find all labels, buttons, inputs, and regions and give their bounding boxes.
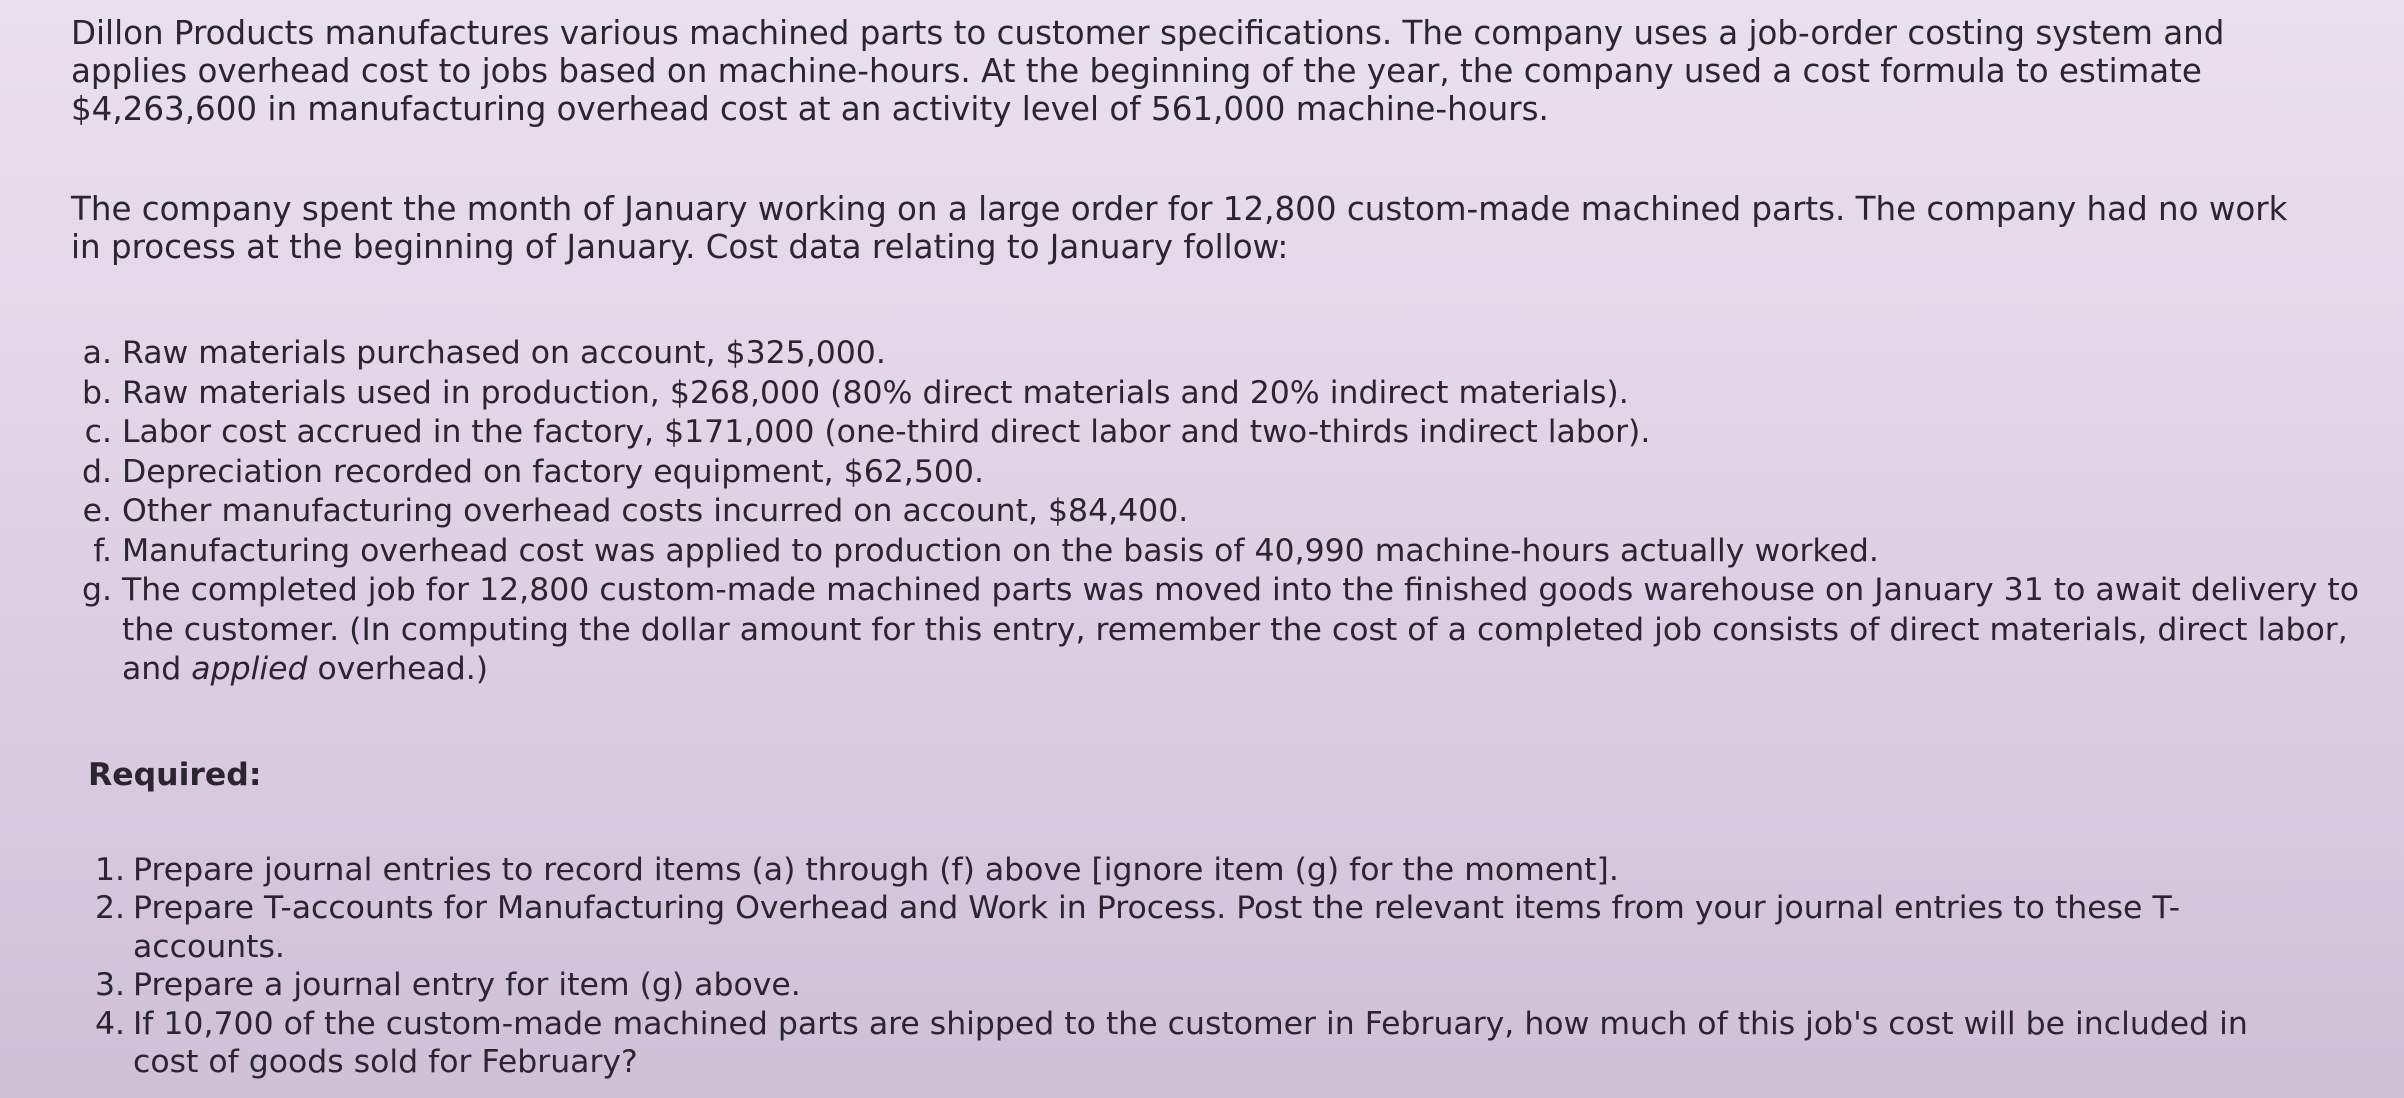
item-marker: f.: [93, 532, 112, 569]
item-text: [122, 571, 2404, 690]
item-text: Other manufacturing overhead costs incurred on account, $84,400.: [122, 493, 1189, 529]
list-item: [71, 492, 2404, 532]
item-marker: b.: [81, 374, 112, 411]
item-text: Manufacturing overhead cost was applied to production on the basis of 40,990 machine-hours actually worked.: [122, 532, 1879, 569]
requirement-marker: 4.: [94, 1005, 125, 1042]
intro-paragraph: Dillon Products manufactures various machined parts to customer specifications. The company uses a job-order costing system and applies overhead cost to jobs based on machine-hours. At the beginning of the year, the company used a cost formula to estimate $4,263,600 in manufacturing overhead cost at an activity level of 561,000 machine-hours.: [71, 14, 2225, 128]
item-text: Raw materials purchased on account, $325,000.: [122, 335, 886, 371]
january-paragraph: The company spent the month of January working on a large order for 12,800 custom-made machined parts. The company had no work in process at the beginning of January. Cost data relating to January follow:: [71, 190, 2288, 266]
requirement-item: [71, 851, 2404, 890]
list-item: [71, 453, 2404, 493]
item-marker: c.: [84, 414, 112, 450]
requirement-text: Prepare T-accounts for Manufacturing Overhead and Work in Process. Post the relevant items from your journal entries to these T-accounts.: [133, 890, 2181, 965]
list-item: [71, 334, 2404, 374]
requirement-marker: 2.: [94, 890, 125, 926]
requirement-text: If 10,700 of the custom-made machined parts are shipped to the customer in February, how much of this job's cost will be included in cost of goods sold for February?: [133, 1005, 2248, 1080]
item-text-before: The completed job for 12,800 custom-made machined parts was moved into the finished goods warehouse on January 31 to await delivery to the customer. (In computing the dollar amount for this entry, remember the cost of a completed job consists of direct materials, direct labor, and: [122, 572, 2360, 687]
item-marker: e.: [82, 493, 112, 529]
item-marker: g.: [81, 572, 112, 608]
requirement-marker: 1.: [94, 851, 125, 888]
item-marker: a.: [82, 335, 112, 371]
requirement-item: [71, 889, 2404, 966]
cost-data-list: [71, 334, 2404, 690]
list-item: [71, 413, 2404, 453]
requirement-item: [71, 966, 2404, 1005]
item-text-after: overhead.): [307, 651, 489, 687]
requirement-marker: 3.: [94, 967, 125, 1003]
item-text: Depreciation recorded on factory equipment, $62,500.: [122, 453, 984, 490]
list-item: [71, 374, 2404, 414]
item-text: Labor cost accrued in the factory, $171,000 (one-third direct labor and two-thirds indirect labor).: [122, 414, 1651, 450]
list-item: [71, 532, 2404, 572]
list-item: [71, 571, 2404, 690]
required-heading: Required:: [88, 756, 262, 793]
item-marker: d.: [81, 453, 112, 490]
requirement-item: [71, 1005, 2404, 1082]
requirement-text: Prepare journal entries to record items (a) through (f) above [ignore item (g) for the moment].: [133, 851, 1619, 888]
requirement-text: Prepare a journal entry for item (g) above.: [133, 967, 801, 1003]
item-text: Raw materials used in production, $268,000 (80% direct materials and 20% indirect materials).: [122, 374, 1629, 411]
requirements-list: [71, 851, 2404, 1082]
item-text-emphasis: applied: [191, 651, 308, 687]
